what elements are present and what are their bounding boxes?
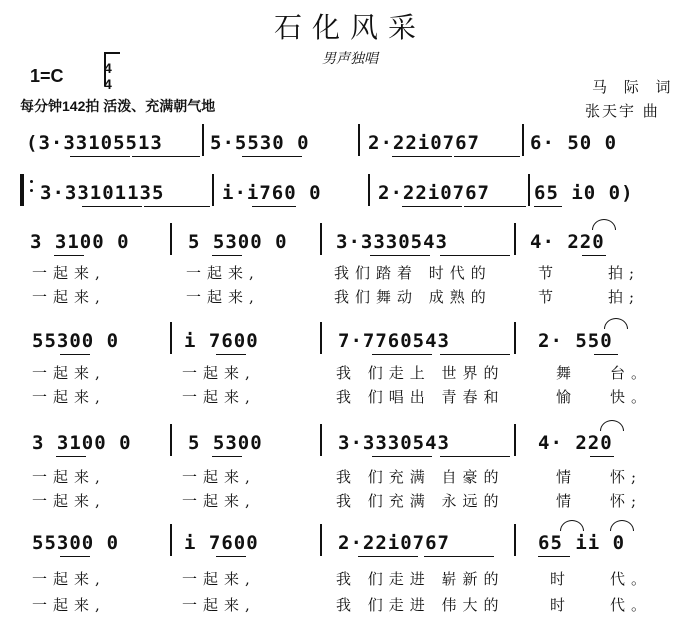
lyrics-verse-4-b: 一起来, 一起来, 我 们走进 伟大的 时 代。: [32, 596, 653, 614]
measure-8: 65 i0 0): [534, 182, 634, 204]
score-line-6: [20, 532, 690, 558]
lyrics-verse-3-a: 一起来, 一起来, 我 们充满 自豪的 情 怀;: [32, 468, 643, 486]
song-title: 石化风采: [273, 11, 426, 44]
lyrics-verse-2-b: 一起来, 一起来, 我 们唱出 青春和 愉 快。: [32, 388, 653, 406]
time-bottom: 4: [104, 76, 112, 92]
lyrics-verse-2-a: 一起来, 一起来, 我 们走上 世界的 舞 台。: [32, 364, 653, 382]
measure-21: 55300 0: [32, 532, 120, 554]
score-line-5: [20, 432, 690, 458]
time-signature: [104, 60, 112, 92]
measure-1: (3·33105513: [26, 132, 163, 154]
measure-23: 2·22i0767: [338, 532, 450, 554]
measure-11: 3·3330543: [336, 231, 448, 253]
score-line-1: [20, 132, 690, 158]
lyrics-verse-4-a: 一起来, 一起来, 我 们走进 崭新的 时 代。: [32, 570, 653, 588]
lyrics-verse-1-b: 一起来, 一起来, 我们舞动 成熟的 节 拍;: [32, 288, 641, 306]
tempo-marking: 每分钟142拍 活泼、充满朝气地: [20, 98, 216, 114]
measure-15: 7·7760543: [338, 330, 450, 352]
measure-2: 5·5530 0: [210, 132, 310, 154]
measure-5: 3·33101135: [40, 182, 165, 204]
measure-19: 3·3330543: [338, 432, 450, 454]
time-top: 4: [104, 60, 112, 76]
score-line-3: [20, 231, 690, 257]
measure-4: 6· 50 0: [530, 132, 618, 154]
measure-22: i 7600: [184, 532, 259, 554]
measure-20: 4· 220: [538, 432, 613, 454]
measure-18: 5 5300: [188, 432, 263, 454]
key-signature: 1=C: [30, 66, 64, 86]
measure-13: 55300 0: [32, 330, 120, 352]
lyrics-verse-3-b: 一起来, 一起来, 我 们充满 永远的 情 怀;: [32, 492, 643, 510]
measure-9: 3 3100 0: [30, 231, 130, 253]
measure-12: 4· 220: [530, 231, 605, 253]
measure-16: 2· 550: [538, 330, 613, 352]
measure-17: 3 3100 0: [32, 432, 132, 454]
measure-14: i 7600: [184, 330, 259, 352]
score-line-4: [20, 330, 690, 356]
composer-credit: 张天宇 曲: [585, 102, 660, 120]
lyricist-credit: 马 际 词: [592, 78, 677, 96]
measure-10: 5 5300 0: [188, 231, 288, 253]
measure-7: 2·22i0767: [378, 182, 490, 204]
measure-6: i·i760 0: [222, 182, 322, 204]
song-subtitle: 男声独唱: [322, 51, 378, 67]
score-line-2: [20, 182, 690, 208]
measure-3: 2·22i0767: [368, 132, 480, 154]
measure-24: 65 ii 0: [538, 532, 626, 554]
lyrics-verse-1-a: 一起来, 一起来, 我们踏着 时代的 节 拍;: [32, 264, 641, 282]
